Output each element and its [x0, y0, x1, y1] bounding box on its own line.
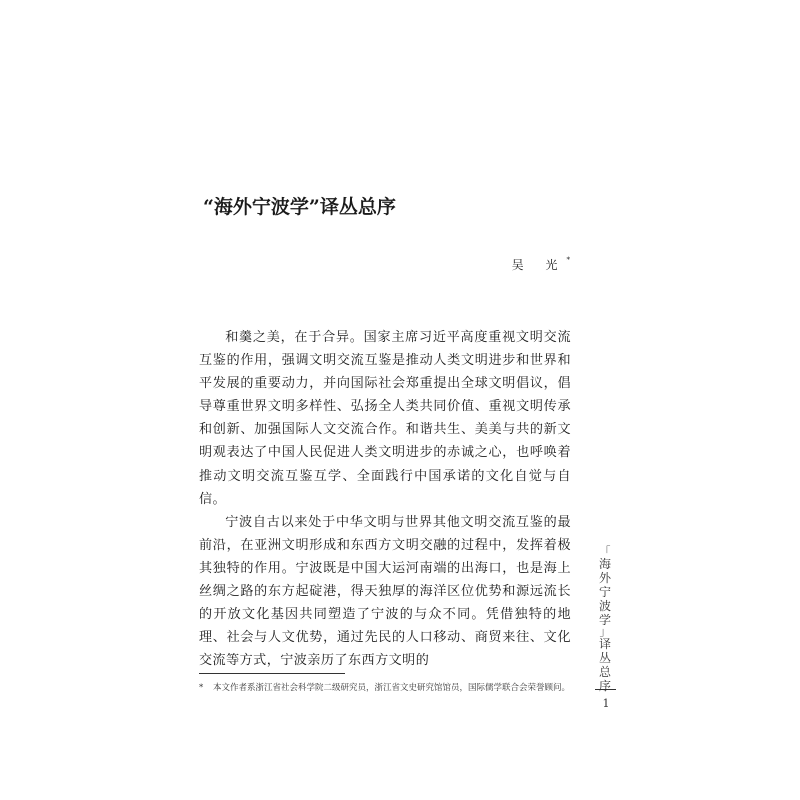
- page-number-rule: [595, 689, 616, 690]
- footnote-separator: [199, 673, 345, 674]
- paragraph-1: 和羹之美，在于合异。国家主席习近平高度重视文明交流互鉴的作用，强调文明交流互鉴是推动人类文明进步和世界和平发展的重要动力，并向国际社会郑重提出全球文明倡议，倡导尊重世界文明多样性、弘扬全人类共同价值、重视文明传承和创新、加强国际人文交流合作。和谐共生、美美与共的新文明观表达了中国人民促进人类文明进步的赤诚之心，也呼唤着推动文明交流互鉴互学、全面践行中国承诺的文化自觉与自信。: [199, 330, 571, 507]
- footnote-text: 本文作者系浙江省社会科学院二级研究员，浙江省文史研究馆馆员，国际儒学联合会荣誉顾问。: [213, 683, 571, 693]
- side-tab-open-bracket: 「: [599, 545, 611, 558]
- author-footnote-mark: *: [566, 256, 570, 264]
- body-text: [199, 326, 571, 672]
- author-byline: [512, 256, 570, 273]
- author-name: 吴 光: [511, 258, 567, 272]
- side-tab-close-bracket: 」: [599, 625, 611, 638]
- side-tab-char: 学: [598, 613, 611, 627]
- paragraph-2: 宁波自古以来处于中华文明与世界其他文明交流互鉴的最前沿，在亚洲文明形成和东西方文明交融的过程中，发挥着极其独特的作用。宁波既是中国大运河南端的出海口，也是海上丝绸之路的东方起碇港，得天独厚的海洋区位优势和源远流长的开放文化基因共同塑造了宁波的与众不同。凭借独特的地理、社会与人文优势，通过先民的人口移动、商贸来往、文化交流等方式，宁波亲历了东西方文明的: [199, 514, 571, 669]
- footnote-mark: *: [199, 683, 204, 693]
- side-tab-char: 海: [598, 557, 611, 571]
- side-tab-char: 序: [598, 679, 611, 693]
- page-number: 1: [602, 697, 610, 710]
- side-tab-char: 译: [598, 637, 611, 651]
- footnote: [199, 682, 579, 695]
- page-title: “海外宁波学”译丛总序: [203, 196, 396, 218]
- side-tab-char: 总: [598, 665, 611, 679]
- side-tab-char: 外: [598, 571, 611, 585]
- side-tab-char: 波: [598, 599, 611, 613]
- side-tab-char: 丛: [598, 651, 611, 665]
- side-tab-char: 宁: [598, 585, 611, 599]
- running-header-vertical: [592, 547, 618, 693]
